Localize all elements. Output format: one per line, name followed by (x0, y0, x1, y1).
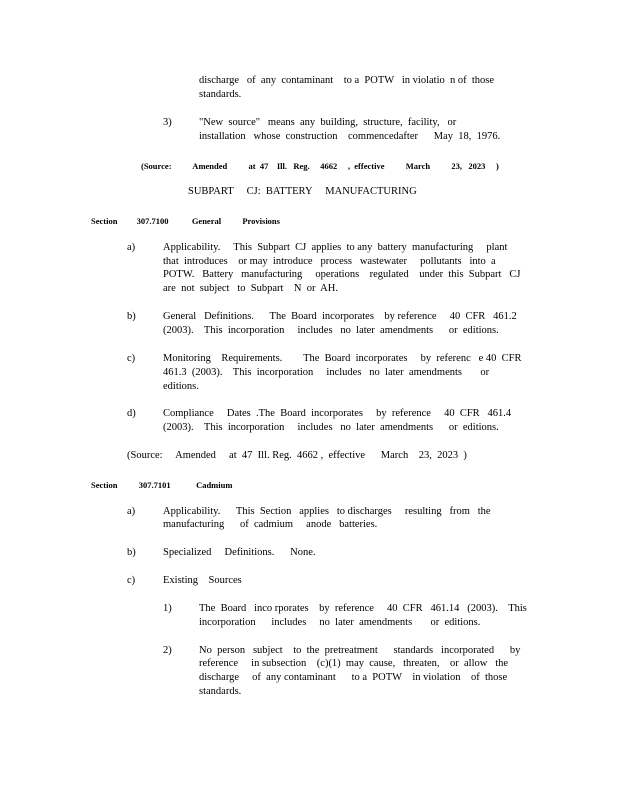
item-text-line: reference in subsection (c)(1) may cause, threaten, or allow the (199, 658, 509, 669)
subpart-title: SUBPART CJ: BATTERY MANUFACTURING (188, 186, 417, 197)
item-text-line: manufacturing of cadmium anode batteries. (163, 519, 378, 530)
item-letter: c) (127, 575, 136, 586)
item-text-line: Applicability. This Subpart CJ applies to any battery manufacturing plant (163, 242, 508, 253)
item-text-line: that introduces or may introduce process wastewater pollutants into a (163, 256, 496, 267)
item-number: 3) (163, 117, 172, 128)
item-text-line: Compliance Dates .The Board incorporates by reference 40 CFR 461.4 (163, 408, 512, 419)
item-letter: a) (127, 242, 136, 253)
section-heading: Section 307.7100 General Provisions (91, 216, 280, 226)
item-text-line: No person subject to the pretreatment standards incorporated by (199, 645, 521, 656)
item-text-line: The Board inco rporates by reference 40 CFR 461.14 (2003). This (199, 603, 527, 614)
item-text-line: Applicability. This Section applies to discharges resulting from the (163, 506, 491, 517)
item-text-line: standards. (199, 686, 242, 697)
item-text-line: editions. (163, 381, 199, 392)
item-letter: b) (127, 547, 136, 558)
item-letter: d) (127, 408, 136, 419)
item-text-line: discharge of any contaminant to a POTW in violation of those (199, 672, 508, 683)
item-text-line: Existing Sources (163, 575, 242, 586)
item-text-line: incorporation includes no later amendments or editions. (199, 617, 481, 628)
continued-text-line: discharge of any contaminant to a POTW in violatio n of those (199, 75, 495, 86)
item-text-line: are not subject to Subpart N or AH. (163, 283, 338, 294)
item-text-line: 461.3 (2003). This incorporation includes no later amendments or (163, 367, 490, 378)
item-text-line: POTW. Battery manufacturing operations regulated under this Subpart CJ (163, 269, 521, 280)
item-text-line: (2003). This incorporation includes no later amendments or editions. (163, 325, 499, 336)
item-letter: b) (127, 311, 136, 322)
item-text-line: "New source" means any building, structure, facility, or (199, 117, 457, 128)
source-note: (Source: Amended at 47 Ill. Reg. 4662 , effective March 23, 2023 ) (127, 450, 467, 461)
item-text-line: (2003). This incorporation includes no later amendments or editions. (163, 422, 499, 433)
item-letter: c) (127, 353, 136, 364)
item-text-line: Monitoring Requirements. The Board incorporates by referenc e 40 CFR (163, 353, 522, 364)
continued-text-line: standards. (199, 89, 242, 100)
source-note: (Source: Amended at 47 Ill. Reg. 4662 , effective March 23, 2023 ) (141, 161, 499, 171)
item-text-line: installation whose construction commencedafter May 18, 1976. (199, 131, 501, 142)
item-text-line: Specialized Definitions. None. (163, 547, 316, 558)
item-letter: a) (127, 506, 136, 517)
item-number: 2) (163, 645, 172, 656)
section-heading: Section 307.7101 Cadmium (91, 480, 233, 490)
item-number: 1) (163, 603, 172, 614)
item-text-line: General Definitions. The Board incorporates by reference 40 CFR 461.2 (163, 311, 517, 322)
